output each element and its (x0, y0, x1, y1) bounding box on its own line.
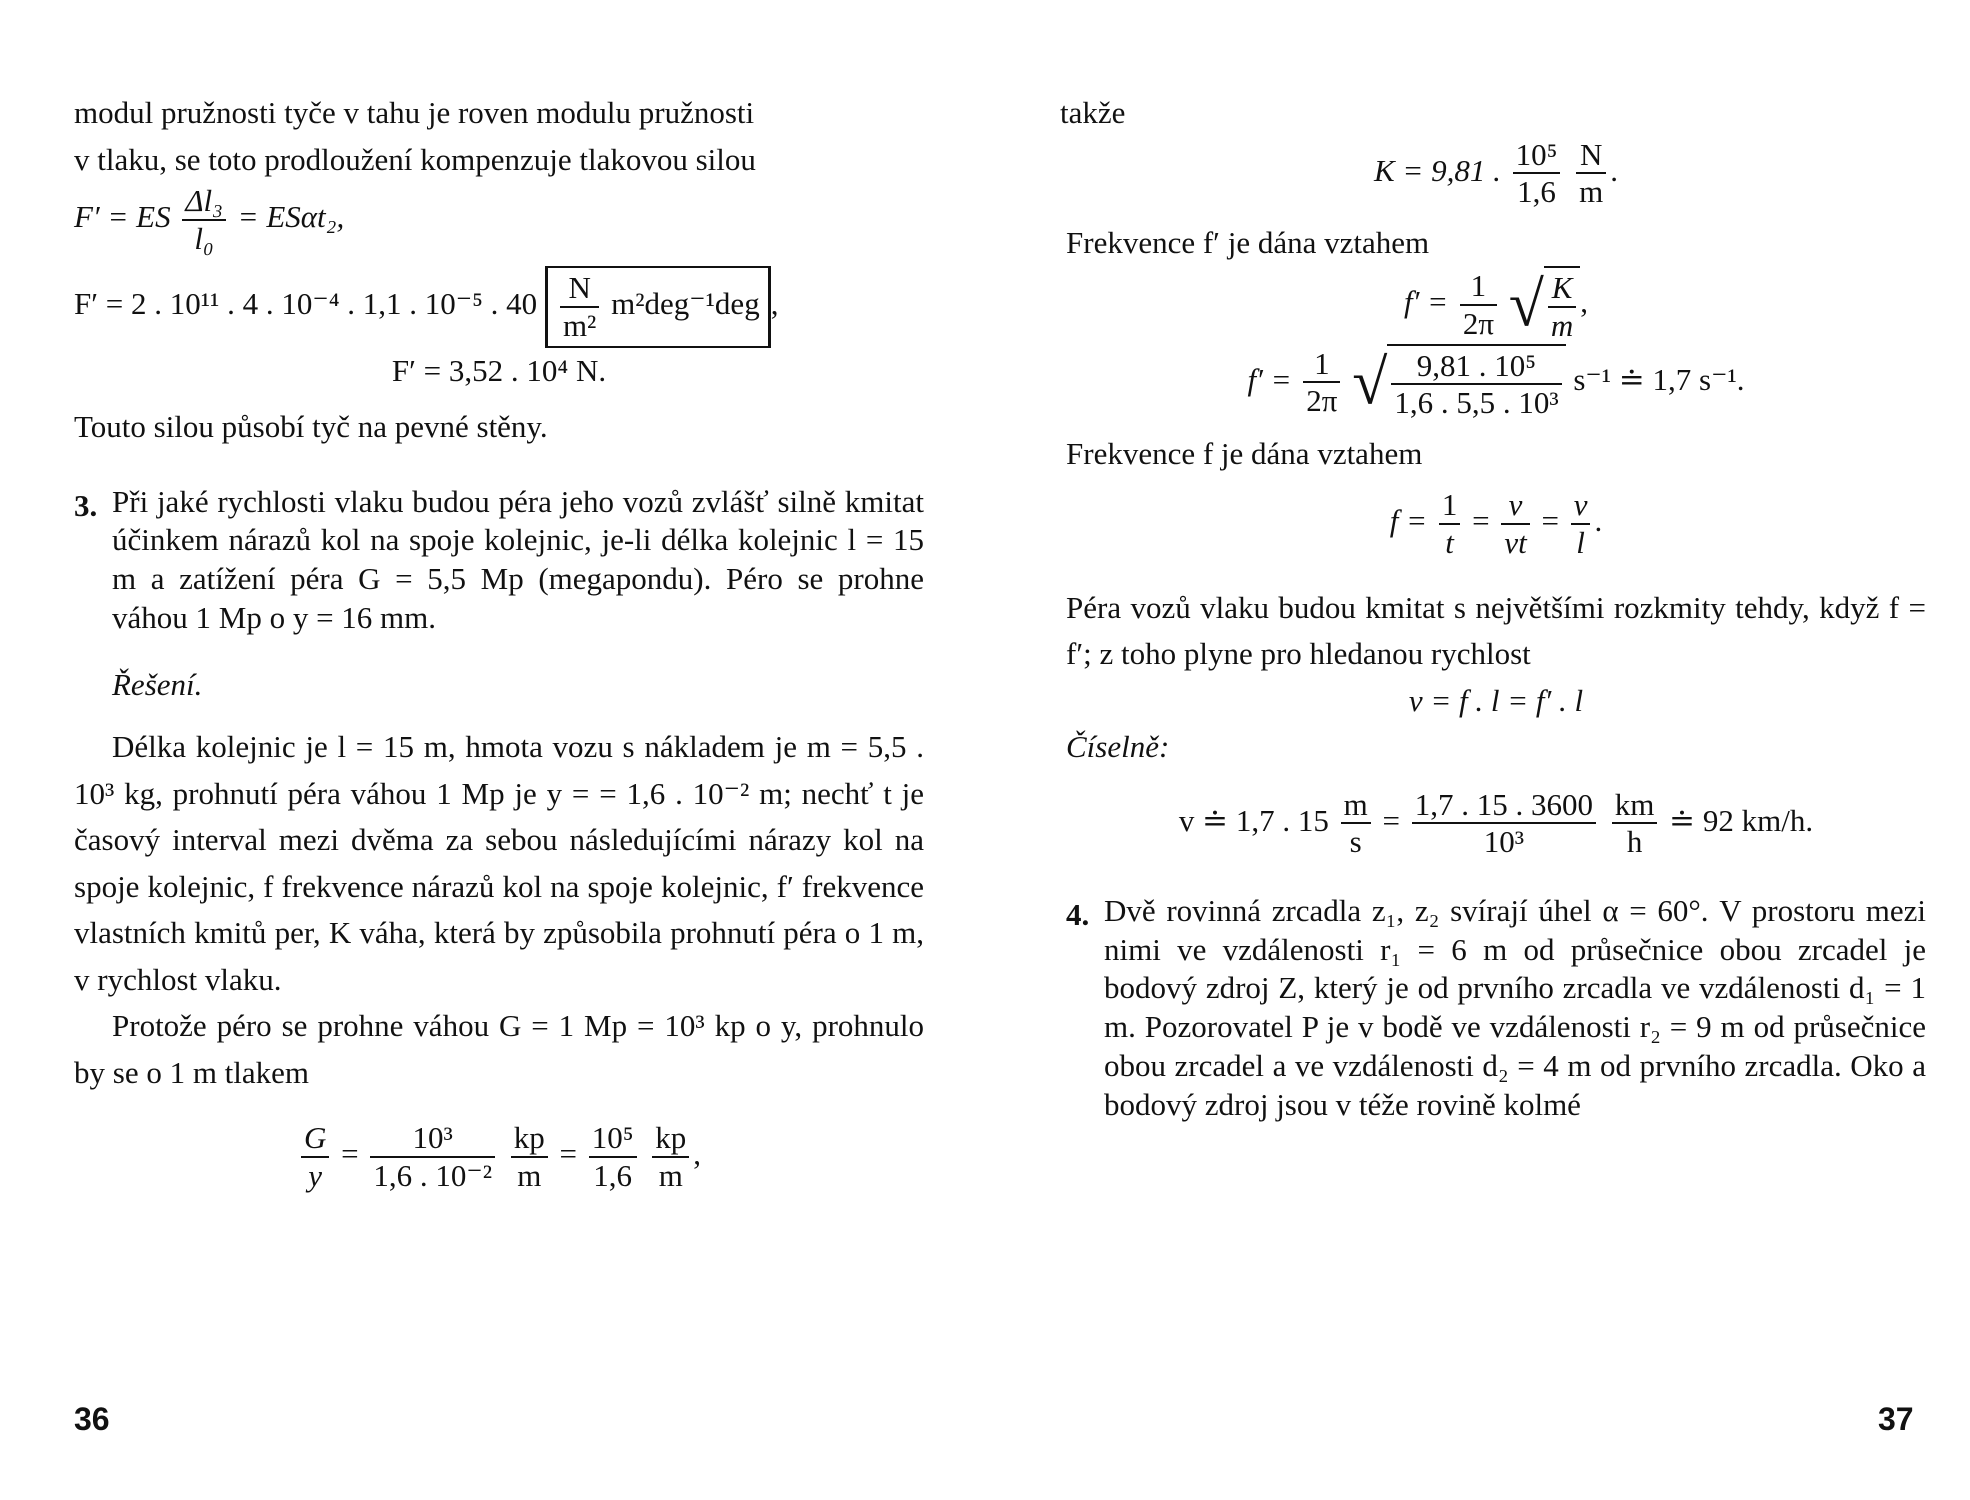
text-line: Frekvence f′ je dána vztahem (1066, 224, 1430, 260)
text-line: modul pružnosti tyče v tahu je roven modulu pružnosti (74, 95, 755, 130)
text-line: Frekvence f je dána vztahem (1066, 435, 1423, 471)
problem-text: Dvě rovinná zrcadla z₁, z₂ svírají úhel α = 60°. V prostoru mezi nimi ve vzdálenosti r₁ = 6 m od průsečnice obou zrcadel je bodový zdroj Z, který je od prvního zrcadla ve vzdálenosti d₁ = 1 m. Pozorovatel P je v bodě ve vzdálenosti r₂ = 9 m od průsečnice obou zrcadel a ve vzdálenosti d₂ = 4 m od prvního zrcadla. Oko a bodový zdroj jsou v téže rovině kolmé (1104, 892, 1926, 1122)
equation-K: K = 9,81 . $\frac{\text{10⁵}}{1,6}$ $\frac{N}{m}$ . (1373, 136, 1619, 210)
problem-text: Při jaké rychlosti vlaku budou péra jeho vozů zvlášť silně kmitat účinkem nárazů kol na spoje kolejnic, je-li délka kolejnic l = 15 m a zatížení péra G = 5,5 Mp (megapondu). Péro se prohne váhou 1 Mp o y = 16 mm. (112, 483, 924, 635)
left-page (74, 90, 924, 1193)
equation-force-1: F′ = ES $\frac{\text{Δl₃}}{\text{l₀}}$ = ESαt₂, (74, 183, 345, 256)
problem-3 (74, 483, 924, 638)
page-number-left: 36 (74, 1401, 110, 1437)
problem-number: 3. (74, 487, 98, 523)
equation-stiffness: $\frac{G}{y}$ = $\frac{\text{10³}}{\text{1,6 . 10⁻²}}$ $\frac{kp}{m}$ = $\frac{\text{10⁵}}{1,6}$ $\frac{kp}{m}$ , (74, 1120, 924, 1193)
right-page (1060, 90, 1926, 1124)
equation-f-prime-1: f′ = $\frac{1}{2\pi}$ √ $\frac{K}{m}$ , (1404, 268, 1588, 343)
equation-force-2: F′ = 2 . 10¹¹ . 4 . 10⁻⁴ . 1,1 . 10⁻⁵ . 40 $\frac{N}{\text{m²}}$ m²deg⁻¹deg , (74, 266, 924, 347)
text-line: v tlaku, se toto prodloužení kompenzuje tlakovou silou (74, 141, 756, 177)
equation-v: v = f . l = f′ . l (1408, 682, 1584, 718)
solution-heading: Řešení. (112, 666, 203, 702)
numeric-heading: Číselně: (1066, 729, 1170, 765)
text-line: Touto silou působí tyč na pevné stěny. (74, 409, 548, 445)
equation-f-prime-2: f′ = $\frac{1}{2\pi}$ √ $\frac{\text{9,81 . 10⁵}}{\text{1,6 . 5,5 . 10³}}$ s⁻¹ ≐ 1,7 s⁻¹. (1247, 345, 1745, 421)
paragraph: Péra vozů vlaku budou kmitat s největšími rozkmity tehdy, když f = f′; z toho plyne pro hledanou rychlost (1066, 589, 1926, 672)
equation-v-numeric: v ≐ 1,7 . 15 $\frac{m}{s}$ = $\frac{1,7 . 15 . 3600}{\text{10³}}$ $\frac{km}{h}$ ≐ 92 km/h. (1178, 786, 1814, 860)
equation-force-3: F′ = 3,52 . 10⁴ N. (391, 352, 607, 388)
page-number-right: 37 (1878, 1401, 1914, 1437)
problem-4 (1066, 892, 1926, 1125)
paragraph: Protože péro se prohne váhou G = 1 Mp = 10³ kp o y, prohnulo by se o 1 m tlakem (74, 1008, 924, 1090)
text-line: takže (1060, 95, 1126, 130)
problem-number: 4. (1066, 896, 1090, 932)
equation-f: f = $\frac{1}{t}$ = $\frac{v}{vt}$ = $\frac{v}{l}$ . (1389, 487, 1603, 560)
paragraph: Délka kolejnic je l = 15 m, hmota vozu s nákladem je m = 5,5 . 10³ kg, prohnutí péra váhou 1 Mp je y = = 1,6 . 10⁻² m; nechť t je časový interval mezi dvěma za sebou následujícími nárazy kol na spoje kolejnic, f frekvence nárazů kol na spoje kolejnic, f′ frekvence vlastních kmitů per, K váha, která by způsobila prohnutí péra o 1 m, v rychlost vlaku. (74, 729, 924, 997)
